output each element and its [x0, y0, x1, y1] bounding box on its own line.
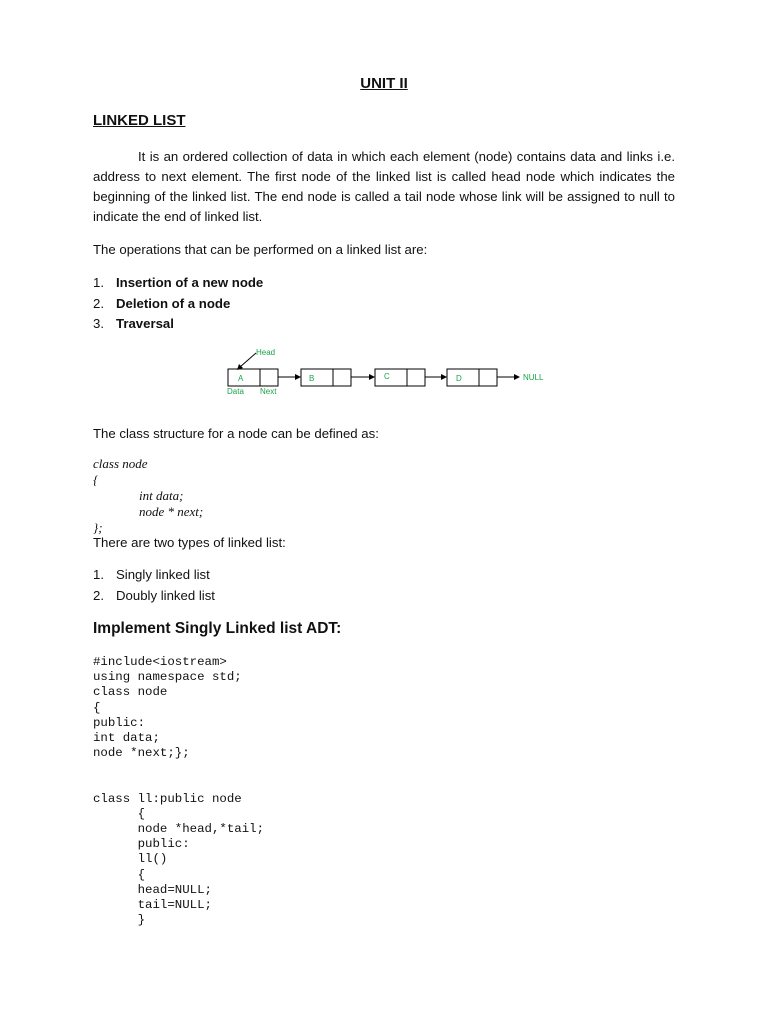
code-line: tail=NULL;: [93, 898, 212, 912]
node-b: [301, 369, 351, 386]
code-block: [93, 655, 264, 928]
class-line: int data;: [139, 488, 184, 503]
operations-list: [93, 273, 263, 335]
class-line: node * next;: [139, 504, 204, 519]
list-item: 2. Doubly linked list: [93, 587, 215, 603]
unit-title: UNIT II: [360, 75, 408, 92]
code-line: public:: [93, 715, 146, 730]
types-list: [93, 565, 215, 606]
list-item: 1. Singly linked list: [93, 567, 210, 582]
code-line: class node: [93, 685, 168, 700]
class-definition: [93, 456, 203, 536]
code-line: {: [93, 700, 101, 715]
code-line: node *head,*tail;: [93, 822, 265, 837]
list-item: 3. Traversal: [93, 316, 174, 331]
data-label: Data: [227, 387, 244, 396]
class-line: {: [93, 472, 99, 487]
class-line: class node: [93, 456, 148, 471]
svg-text:C: C: [384, 372, 390, 381]
code-line: #include<iostream>: [93, 655, 227, 669]
operations-intro: The operations that can be performed on a linked list are:: [93, 242, 428, 257]
node-a: [228, 369, 278, 386]
class-structure-intro: The class structure for a node can be defined as:: [93, 426, 379, 441]
code-line: class ll:public node: [93, 791, 242, 806]
node-c: [375, 369, 425, 386]
intro-text: It is an ordered collection of data in which each element (node) contains data and links i.e. address to next element. The first node of the linked list is called head node which indicates the beginning of the linked list. The end node is called a tail node whose link will be assigned to null to indicate the end of linked list.: [93, 149, 675, 224]
svg-text:B: B: [309, 374, 315, 383]
code-line: node *next;};: [93, 746, 190, 761]
svg-text:A: A: [238, 374, 244, 383]
code-line: ll(): [93, 852, 168, 867]
code-line: [93, 777, 264, 792]
code-line: }: [93, 913, 146, 928]
code-line: using namespace std;: [93, 670, 242, 685]
code-line: int data;: [93, 730, 160, 745]
svg-text:D: D: [456, 374, 462, 383]
list-item: 2. Deletion of a node: [93, 295, 231, 311]
null-label: NULL: [523, 373, 544, 382]
list-item: 1. Insertion of a new node: [93, 275, 264, 290]
code-line: {: [93, 806, 146, 821]
code-line: [93, 761, 264, 776]
code-line: public:: [93, 837, 190, 852]
head-label: Head: [256, 348, 276, 357]
class-line: };: [93, 520, 103, 535]
intro-paragraph: [93, 147, 675, 227]
code-line: head=NULL;: [93, 882, 212, 897]
implement-heading: Implement Singly Linked list ADT:: [93, 620, 342, 637]
linked-list-diagram: [220, 343, 560, 399]
section-title: LINKED LIST: [93, 112, 186, 129]
types-intro: There are two types of linked list:: [93, 535, 286, 550]
next-label: Next: [260, 387, 277, 396]
head-pointer: [240, 353, 256, 367]
node-d: [447, 369, 497, 386]
code-line: {: [93, 867, 146, 882]
